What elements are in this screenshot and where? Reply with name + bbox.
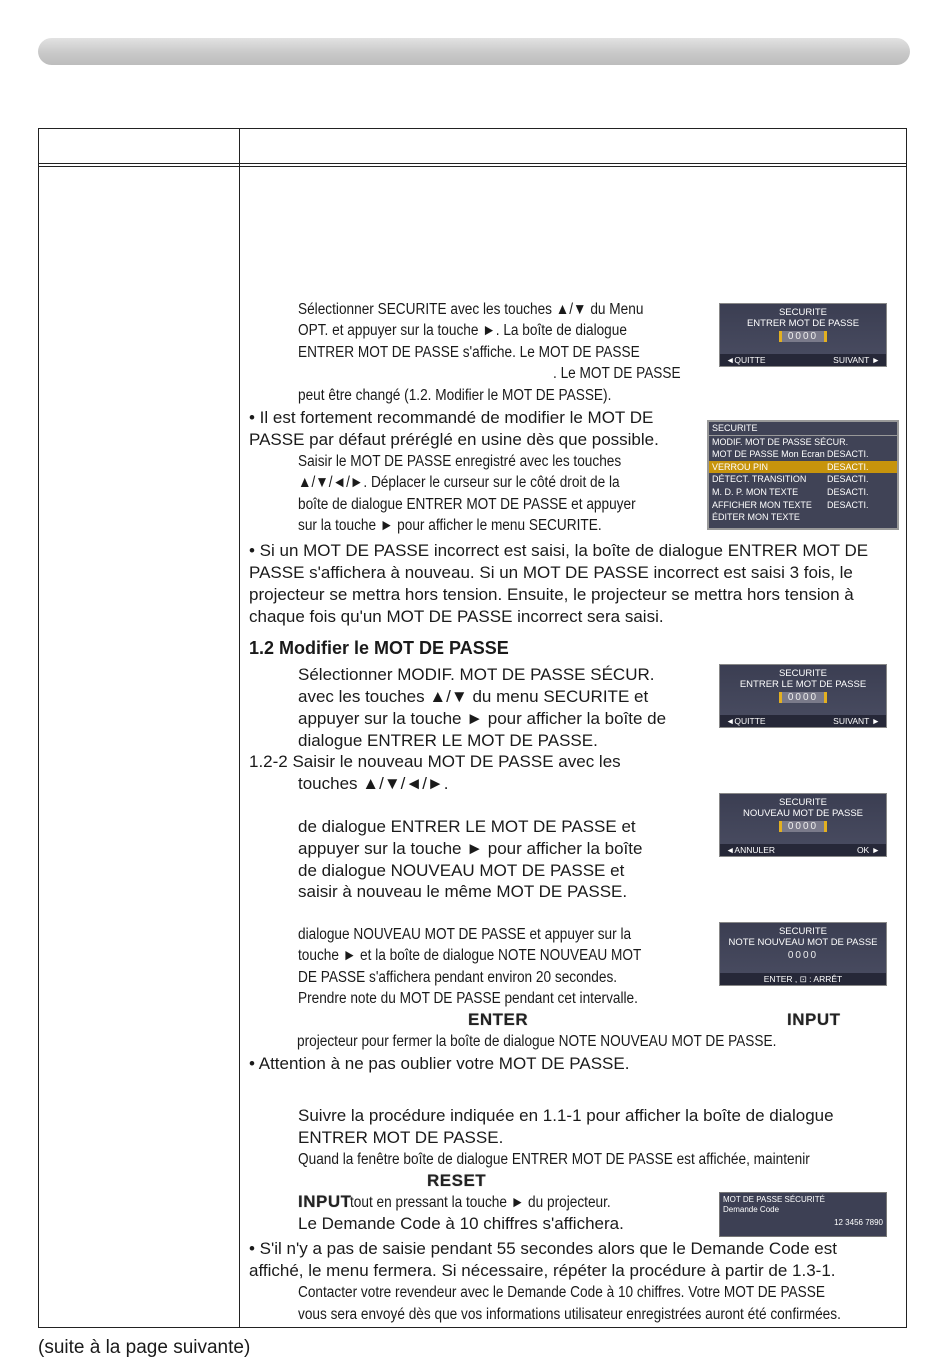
text-line: Quand la fenêtre boîte de dialogue ENTRER MOT DE PASSE est affichée, maintenir [298,1151,810,1168]
menu-row-label: MODIF. MOT DE PASSE SÉCUR. [712,436,849,447]
osd-title: SECURITE [778,926,828,937]
text-line: appuyer sur la touche ► pour afficher la boîte [298,839,643,858]
osd-subtitle: ENTRER MOT DE PASSE [746,318,860,329]
menu-row-label: MOT DE PASSE Mon Ecran [712,449,825,460]
osd-subtitle: NOUVEAU MOT DE PASSE [742,808,863,819]
menu-row [709,499,897,512]
text-line: de dialogue ENTRER LE MOT DE PASSE et [298,817,636,836]
menu-rows [709,436,897,524]
text-line: de dialogue NOUVEAU MOT DE PASSE et [298,861,625,880]
text-line: chaque fois qu'un MOT DE PASSE incorrect sera saisi. [249,607,664,626]
menu-row-value: DESACTI. [827,461,869,472]
osd-ok-label: OK ► [856,845,880,855]
text-line: vous sera envoyé dès que vos informations utilisateur enregistrées auront été confirmées. [298,1306,841,1323]
osd-footer [720,844,886,856]
text-line: • S'il n'y a pas de saisie pendant 55 secondes alors que le Demande Code est [249,1239,837,1258]
text-line: Saisir le MOT DE PASSE enregistré avec les touches [298,453,622,470]
text-line: ENTRER MOT DE PASSE. [298,1128,504,1147]
osd-code: 0000 [779,692,827,703]
text-line: OPT. et appuyer sur la touche ►. La boîte de dialogue [298,322,627,339]
key-label-input: INPUT [787,1010,841,1029]
continued-note: (suite à la page suivante) [38,1337,251,1358]
text-line: Le Demande Code à 10 chiffres s'affichera. [298,1214,624,1233]
section-heading: 1.2 Modifier le MOT DE PASSE [249,638,509,658]
osd-code: 0000 [779,821,827,832]
key-label-input: INPUT [298,1192,352,1211]
menu-row [709,436,897,449]
text-line: Sélectionner SECURITE avec les touches ▲/▼ du Menu [298,301,644,318]
menu-row [709,511,897,524]
osd-next-label: SUIVANT ► [833,716,880,726]
key-label-enter: ENTER [468,1010,529,1029]
menu-row [709,448,897,461]
osd-title: SECURITE [778,668,828,679]
table-column-divider [239,129,240,1327]
osd-code: 0000 [779,331,827,342]
text-line: • Il est fortement recommandé de modifier le MOT DE [249,408,654,427]
text-line: touches ▲/▼/◄/►. [298,774,449,793]
table-header-divider-2 [39,166,906,167]
text-line: PASSE s'affichera à nouveau. Si un MOT DE PASSE incorrect est saisi 3 fois, le [249,563,853,582]
osd-code-value: 12 3456 7890 [834,1218,883,1227]
text-line: avec les touches ▲/▼ du menu SECURITE et [298,687,649,706]
osd-code-title: MOT DE PASSE SÉCURITÉ [723,1195,825,1204]
menu-row-label: M. D. P. MON TEXTE [712,486,799,497]
menu-row-label: AFFICHER MON TEXTE [712,499,812,510]
text-line: peut être changé (1.2. Modifier le MOT DE PASSE). [298,387,612,404]
osd-title: SECURITE [778,797,828,808]
osd-footer [720,973,886,985]
osd-code: 0000 [787,950,819,961]
text-line: Contacter votre revendeur avec le Demande Code à 10 chiffres. Votre MOT DE PASSE [298,1284,825,1301]
osd-stop-label: ENTER , ⊡ : ARRÊT [763,974,843,984]
text-line: appuyer sur la touche ► pour afficher la boîte de [298,709,667,728]
text-line: DE PASSE s'affichera pendant environ 20 secondes. [298,969,618,986]
key-label-reset: RESET [427,1171,487,1190]
osd-new-password [719,793,887,857]
osd-enter-password-2 [719,664,887,728]
text-line: • Si un MOT DE PASSE incorrect est saisi, la boîte de dialogue ENTRER MOT DE [249,541,869,560]
text-line: • Attention à ne pas oublier votre MOT DE PASSE. [249,1054,630,1073]
text-line: tout en pressant la touche ► du projecteur. [350,1194,611,1211]
table-header-divider [39,163,906,164]
text-line: boîte de dialogue ENTRER MOT DE PASSE et appuyer [298,496,636,513]
menu-row [709,461,897,474]
osd-footer [720,354,886,366]
text-line: Sélectionner MODIF. MOT DE PASSE SÉCUR. [298,665,655,684]
osd-code-label: Demande Code [723,1205,780,1214]
text-line: ▲/▼/◄/►. Déplacer le curseur sur le côté droit de la [298,474,620,491]
text-line: projecteur se mettra hors tension. Ensuite, le projecteur se mettra hors tension à [249,585,854,604]
text-line: sur la touche ► pour afficher le menu SECURITE. [298,517,602,534]
menu-row [709,486,897,499]
text-line: affiché, le menu fermera. Si nécessaire, répéter la procédure à partir de 1.3-1. [249,1261,836,1280]
osd-subtitle: ENTRER LE MOT DE PASSE [739,679,867,690]
text-line: dialogue ENTRER LE MOT DE PASSE. [298,731,598,750]
text-line: PASSE par défaut préréglé en usine dès que possible. [249,430,659,449]
menu-title: SECURITE [709,422,897,436]
menu-row-value: DESACTI. [827,499,869,510]
menu-row-value: DESACTI. [827,474,869,485]
text-line: dialogue NOUVEAU MOT DE PASSE et appuyer sur la [298,926,632,943]
text-line: . Le MOT DE PASSE [553,365,681,382]
osd-subtitle: NOTE NOUVEAU MOT DE PASSE [728,937,878,948]
osd-quit-label: ◄QUITTE [726,716,766,726]
osd-security-menu [707,420,899,530]
osd-next-label: SUIVANT ► [833,355,880,365]
text-line: Prendre note du MOT DE PASSE pendant cet intervalle. [298,990,638,1007]
osd-enter-password [719,303,887,367]
osd-cancel-label: ◄ANNULER [726,845,776,855]
menu-row-label: DÉTECT. TRANSITION [712,474,807,485]
text-line: touche ► et la boîte de dialogue NOTE NOUVEAU MOT [298,947,642,964]
osd-note-new-password [719,922,887,986]
menu-row [709,473,897,486]
osd-request-code [719,1192,887,1237]
osd-quit-label: ◄QUITTE [726,355,766,365]
text-line: saisir à nouveau le même MOT DE PASSE. [298,882,628,901]
text-line: 1.2-2 Saisir le nouveau MOT DE PASSE avec les [249,752,621,771]
osd-title: SECURITE [778,307,828,318]
text-line: projecteur pour fermer la boîte de dialogue NOTE NOUVEAU MOT DE PASSE. [297,1033,777,1050]
header-bar [38,38,910,65]
text-line: Suivre la procédure indiquée en 1.1-1 pour afficher la boîte de dialogue [298,1106,834,1125]
osd-footer [720,715,886,727]
text-line: ENTRER MOT DE PASSE s'affiche. Le MOT DE PASSE [298,344,640,361]
menu-row-label: ÉDITER MON TEXTE [712,512,800,523]
menu-row-value: DESACTI. [827,486,869,497]
menu-row-value: DESACTI. [827,449,869,460]
menu-row-label: VERROU PIN [712,461,769,472]
